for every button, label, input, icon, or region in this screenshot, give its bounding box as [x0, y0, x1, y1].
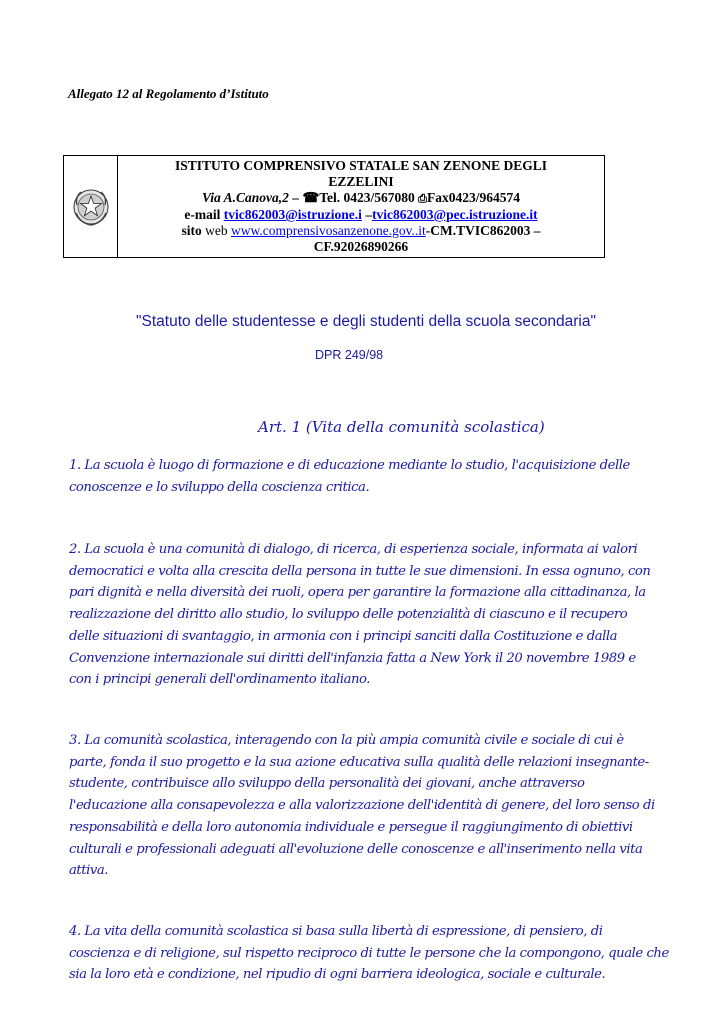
paragraph-line: sia la loro età e condizione, nel ripudio di ogni barriera ideologica, sociale e culturale.	[69, 967, 606, 983]
attachment-label: Allegato 12 al Regolamento d’Istituto	[68, 86, 269, 101]
document-title: "Statuto delle studentesse e degli studenti della scuola secondaria"	[136, 313, 596, 330]
email-separator: –	[365, 207, 373, 222]
fax: Fax0423/964574	[426, 190, 520, 205]
address-line	[118, 190, 604, 207]
paragraph-line: conoscenze e lo sviluppo della coscienza critica.	[69, 479, 370, 495]
article-title: Art. 1 (Vita della comunità scolastica)	[258, 418, 545, 436]
paragraph-line: 4. La vita della comunità scolastica si basa sulla libertà di espressione, di pensiero, di	[69, 924, 603, 939]
telephone: Tel. 0423/567080	[319, 190, 415, 205]
address: Via A.Canova,2 –	[202, 190, 300, 205]
emblem-cell	[64, 156, 118, 257]
telephone-icon: ☎	[302, 190, 320, 205]
email-link-pec[interactable]: tvic862003@pec.istruzione.it	[372, 207, 538, 222]
school-name-line1: ISTITUTO COMPRENSIVO STATALE SAN ZENONE DEGLI	[175, 158, 547, 173]
paragraph-1	[69, 455, 709, 498]
paragraph-line: Convenzione internazionale sui diritti dell'infanzia fatta a New York il 20 novembre 1989 e	[69, 650, 636, 666]
paragraph-line: l'educazione alla consapevolezza e alla valorizzazione dell'identità di genere, del loro senso di	[69, 798, 655, 814]
paragraph-line: realizzazione del diritto allo studio, lo sviluppo delle potenzialità di ciascuno e il recupero	[69, 607, 628, 623]
cm-code: -CM.TVIC862003 –	[425, 223, 541, 238]
paragraph-line: 2. La scuola è una comunità di dialogo, di ricerca, di esperienza sociale, informata ai valori	[69, 542, 638, 557]
paragraph-line: con i principi generali dell'ordinamento italiano.	[69, 672, 371, 688]
paragraph-line: studente, contribuisce allo sviluppo della personalità dei giovani, anche attraverso	[69, 776, 585, 792]
paragraph-2	[69, 539, 709, 691]
email-line	[118, 207, 604, 223]
paragraph-line: delle situazioni di svantaggio, in armonia con i principi sanciti dalla Costituzione e dalla	[69, 628, 618, 644]
fax-icon: ⎙	[418, 193, 427, 205]
school-name-line2: EZZELINI	[328, 174, 394, 189]
school-header-table	[63, 155, 605, 258]
paragraph-3	[69, 730, 709, 882]
email-link-istruzione[interactable]: tvic862003@istruzione.i	[223, 207, 362, 222]
paragraph-line: 3. La comunità scolastica, interagendo con la più ampia comunità civile e sociale di cui è	[69, 733, 624, 748]
paragraph-line: coscienza e di religione, sul rispetto reciproco di tutte le persone che la compongono, quale che	[69, 945, 669, 961]
paragraph-line: 1. La scuola è luogo di formazione e di educazione mediante lo studio, l'acquisizione delle	[69, 458, 630, 473]
site-web-label: web	[205, 223, 228, 238]
site-label: sito	[181, 223, 202, 238]
paragraph-line: democratici e volta alla crescita della persona in tutte le sue dimensioni. In essa ognuno, con	[69, 563, 651, 579]
email-label: e-mail	[184, 207, 221, 222]
paragraph-line: culturali e professionali adeguati all'evoluzione delle conoscenze e all'inserimento nella vita	[69, 841, 643, 857]
paragraph-line: attiva.	[69, 863, 109, 879]
dpr-reference: DPR 249/98	[315, 348, 384, 362]
cf-code: CF.92026890266	[313, 239, 409, 254]
website-line	[118, 223, 604, 239]
paragraph-line: pari dignità e nella diversità dei ruoli, opera per garantire la formazione alla cittadinanza, la	[69, 585, 646, 601]
italian-republic-emblem-icon	[71, 185, 111, 229]
paragraph-line: parte, fonda il suo progetto e la sua azione educativa sulla qualità delle relazioni insegnante-	[69, 754, 649, 770]
paragraph-line: responsabilità e della loro autonomia individuale e persegue il raggiungimento di obiettivi	[69, 819, 633, 835]
school-info	[118, 156, 604, 257]
website-link[interactable]: www.comprensivosanzenone.gov..it	[231, 223, 426, 238]
paragraph-4	[69, 921, 709, 986]
